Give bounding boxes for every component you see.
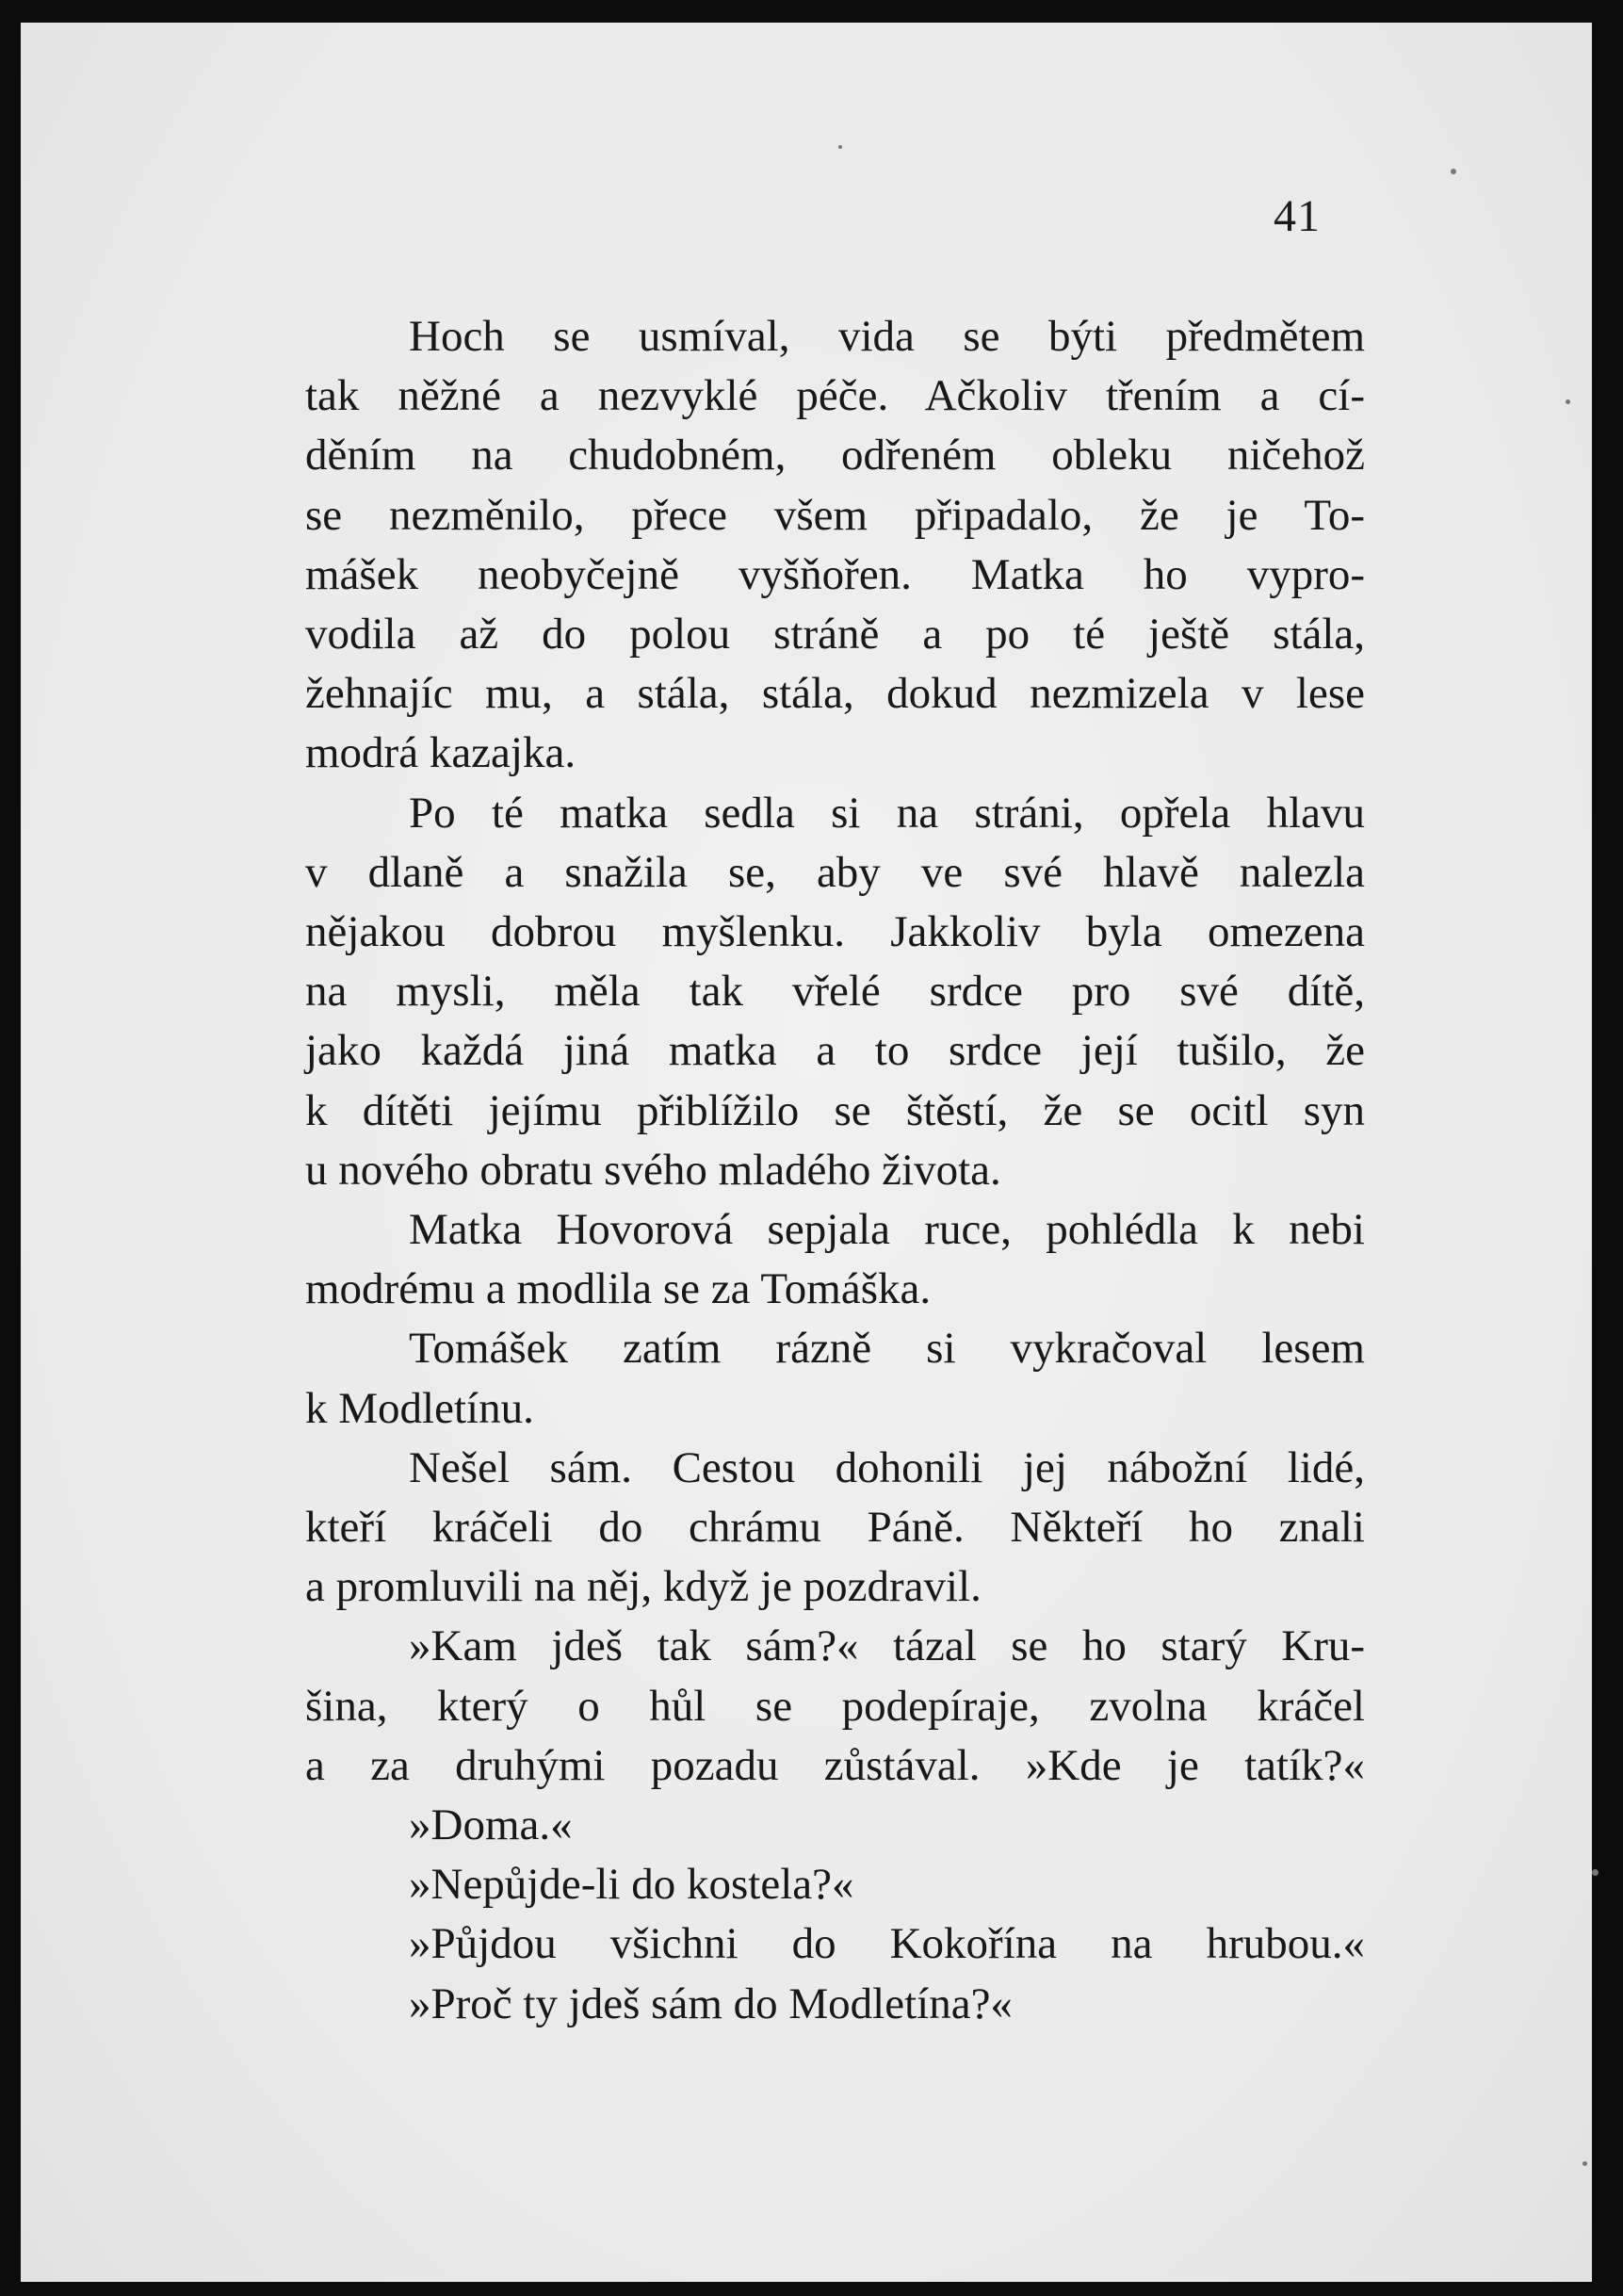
text-line: se nezměnilo, přece všem připadalo, že je To- — [305, 490, 1365, 540]
text-line: k Modletínu. — [305, 1383, 534, 1433]
paper-speck — [1582, 2161, 1587, 2166]
text-line: »Nepůjde-li do kostela?« — [409, 1860, 854, 1910]
text-line: modrá kazajka. — [305, 728, 576, 778]
text-line: k dítěti jejímu přiblížilo se štěstí, že se ocitl syn — [305, 1085, 1365, 1135]
text-line: žehnajíc mu, a stála, stála, dokud nezmizela v lese — [305, 669, 1365, 719]
text-line: děním na chudobném, odřeném obleku ničehož — [305, 431, 1365, 480]
text-line: Po té matka sedla si na stráni, opřela hlavu — [409, 788, 1365, 838]
body-text — [305, 307, 1365, 2034]
text-line: Nešel sám. Cestou dohonili jej nábožní lidé, — [409, 1442, 1365, 1492]
text-line: jako každá jiná matka a to srdce její tušilo, že — [305, 1026, 1365, 1076]
text-line: a za druhými pozadu zůstával. »Kde je tatík?« — [305, 1740, 1365, 1790]
text-line: »Půjdou všichni do Kokořína na hrubou.« — [409, 1919, 1365, 1969]
text-line: »Kam jdeš tak sám?« tázal se ho starý Kru- — [409, 1621, 1365, 1671]
book-page — [21, 23, 1592, 2282]
text-line: a promluvili na něj, když je pozdravil. — [305, 1562, 982, 1612]
text-line: kteří kráčeli do chrámu Páně. Někteří ho znali — [305, 1503, 1365, 1553]
paper-speck — [1592, 1869, 1599, 1876]
text-line: v dlaně a snažila se, aby ve své hlavě nalezla — [305, 847, 1365, 897]
text-line: na mysli, měla tak vřelé srdce pro své dítě, — [305, 967, 1365, 1017]
text-line: Hoch se usmíval, vida se býti předmětem — [409, 312, 1365, 361]
text-line: Matka Hovorová sepjala ruce, pohlédla k nebi — [409, 1205, 1365, 1255]
text-line: tak něžné a nezvyklé péče. Ačkoliv třením a cí- — [305, 371, 1365, 421]
paper-speck — [1451, 169, 1456, 174]
text-line: »Proč ty jdeš sám do Modletína?« — [409, 1978, 1013, 2028]
text-line: modrému a modlila se za Tomáška. — [305, 1264, 932, 1314]
text-line: šina, který o hůl se podepíraje, zvolna kráčel — [305, 1681, 1365, 1731]
page-number: 41 — [1274, 191, 1321, 241]
text-line: Tomášek zatím rázně si vykračoval lesem — [409, 1324, 1365, 1374]
text-line: vodila až do polou stráně a po té ještě stála, — [305, 610, 1365, 659]
paper-speck — [1566, 399, 1570, 404]
text-line: nějakou dobrou myšlenku. Jakkoliv byla omezena — [305, 907, 1365, 957]
text-line: mášek neobyčejně vyšňořen. Matka ho vypro- — [305, 549, 1365, 599]
text-line: »Doma.« — [409, 1800, 573, 1850]
paper-speck — [838, 145, 842, 149]
text-line: u nového obratu svého mladého života. — [305, 1145, 1001, 1195]
